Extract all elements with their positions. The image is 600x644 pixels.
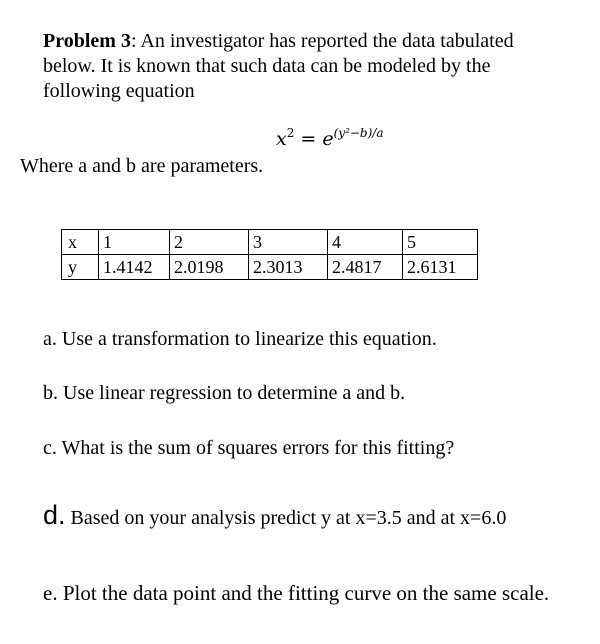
table-cell: 2.0198 (170, 255, 249, 280)
problem-statement (43, 29, 563, 104)
equation-lhs-base: x (276, 128, 287, 150)
question-a: a. Use a transformation to linearize this equation. (43, 328, 437, 350)
table-cell: 1.4142 (99, 255, 170, 280)
table-cell: 1 (99, 230, 170, 255)
table-cell: 2.6131 (403, 255, 478, 280)
equation-rhs-exponent: (y²−b)/a (333, 126, 384, 140)
table-row-x (62, 230, 478, 255)
table-cell: 4 (328, 230, 403, 255)
problem-label: Problem 3 (43, 30, 131, 52)
equation-rhs-base: e (322, 128, 334, 150)
question-d (43, 500, 506, 531)
data-table (61, 229, 478, 280)
table-row-y (62, 255, 478, 280)
table-cell: 2.3013 (249, 255, 328, 280)
table-cell: 2 (170, 230, 249, 255)
question-c: c. What is the sum of squares errors for this fitting? (43, 437, 455, 459)
table-header-x: x (62, 230, 99, 255)
equation-lhs-exponent: 2 (286, 126, 295, 140)
problem-text: : An investigator has reported the data tabulated below. It is known that such data can be modeled by the following equation (43, 30, 514, 102)
model-equation (276, 126, 384, 150)
question-d-letter: d. (43, 500, 66, 530)
equation-equals: = (294, 128, 323, 150)
question-b: b. Use linear regression to determine a and b. (43, 382, 406, 404)
question-e: e. Plot the data point and the fitting curve on the same scale. (43, 581, 550, 605)
table-header-y: y (62, 255, 99, 280)
table-cell: 2.4817 (328, 255, 403, 280)
table-cell: 5 (403, 230, 478, 255)
question-d-text: Based on your analysis predict y at x=3.5 and at x=6.0 (65, 507, 507, 529)
parameters-note: Where a and b are parameters. (20, 155, 264, 177)
table-cell: 3 (249, 230, 328, 255)
